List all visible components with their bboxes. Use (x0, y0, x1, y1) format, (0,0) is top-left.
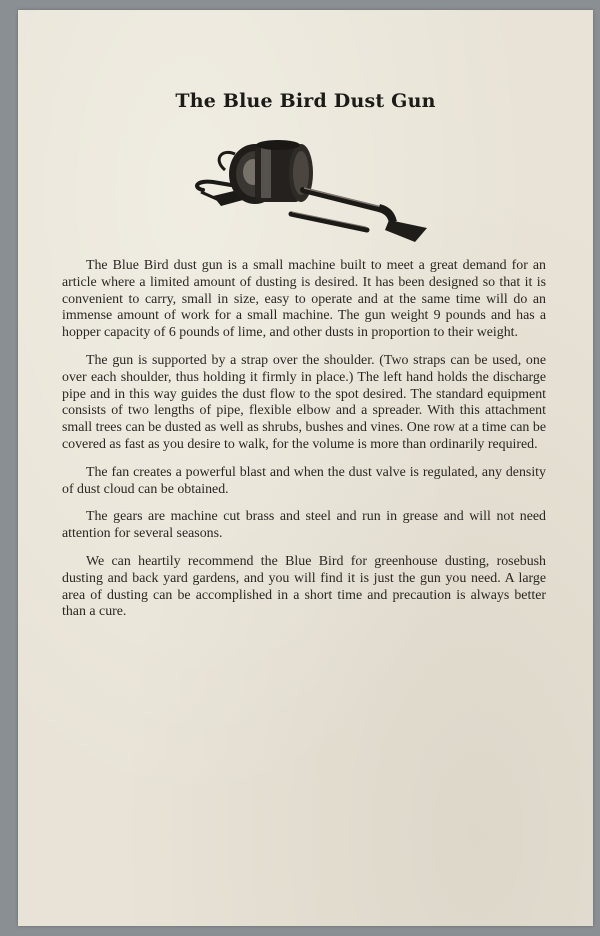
paragraph: We can heartily recommend the Blue Bird for greenhouse dusting, rosebush dusting and back yard gardens, and you will find it is just the gun you need. A large area of dusting can be accomplished in a short time and precaution is always better than a cure. (62, 553, 546, 620)
document-page (18, 10, 593, 926)
dust-gun-illustration (183, 130, 433, 250)
paragraph: The gears are machine cut brass and steel and run in grease and will not need attention for several seasons. (62, 509, 546, 542)
paragraph: The Blue Bird dust gun is a small machine built to meet a great demand for an article where a limited amount of dusting is desired. It has been designed so that it is convenient to carry, small in size, easy to operate and at the same time will do an immense amount of work for a small machine. The gun weight 9 pounds and has a hopper capacity of 6 pounds of lime, and other dusts in proportion to their weight. (62, 258, 546, 341)
paragraph: The gun is supported by a strap over the shoulder. (Two straps can be used, one over each shoulder, thus holding it firmly in place.) The left hand holds the discharge pipe and in this way guides the dust flow to the spot desired. The standard equipment consists of two lengths of pipe, flexible elbow and a spreader. With this attachment small trees can be dusted as well as shrubs, bushes and vines. One row at a time can be covered as fast as you desire to walk, for the volume is more than ordinarily required. (62, 352, 546, 452)
paragraph: The fan creates a powerful blast and when the dust valve is regulated, any density of dust cloud can be obtained. (62, 464, 546, 497)
body-text (62, 258, 546, 632)
page-title: The Blue Bird Dust Gun (175, 90, 436, 112)
